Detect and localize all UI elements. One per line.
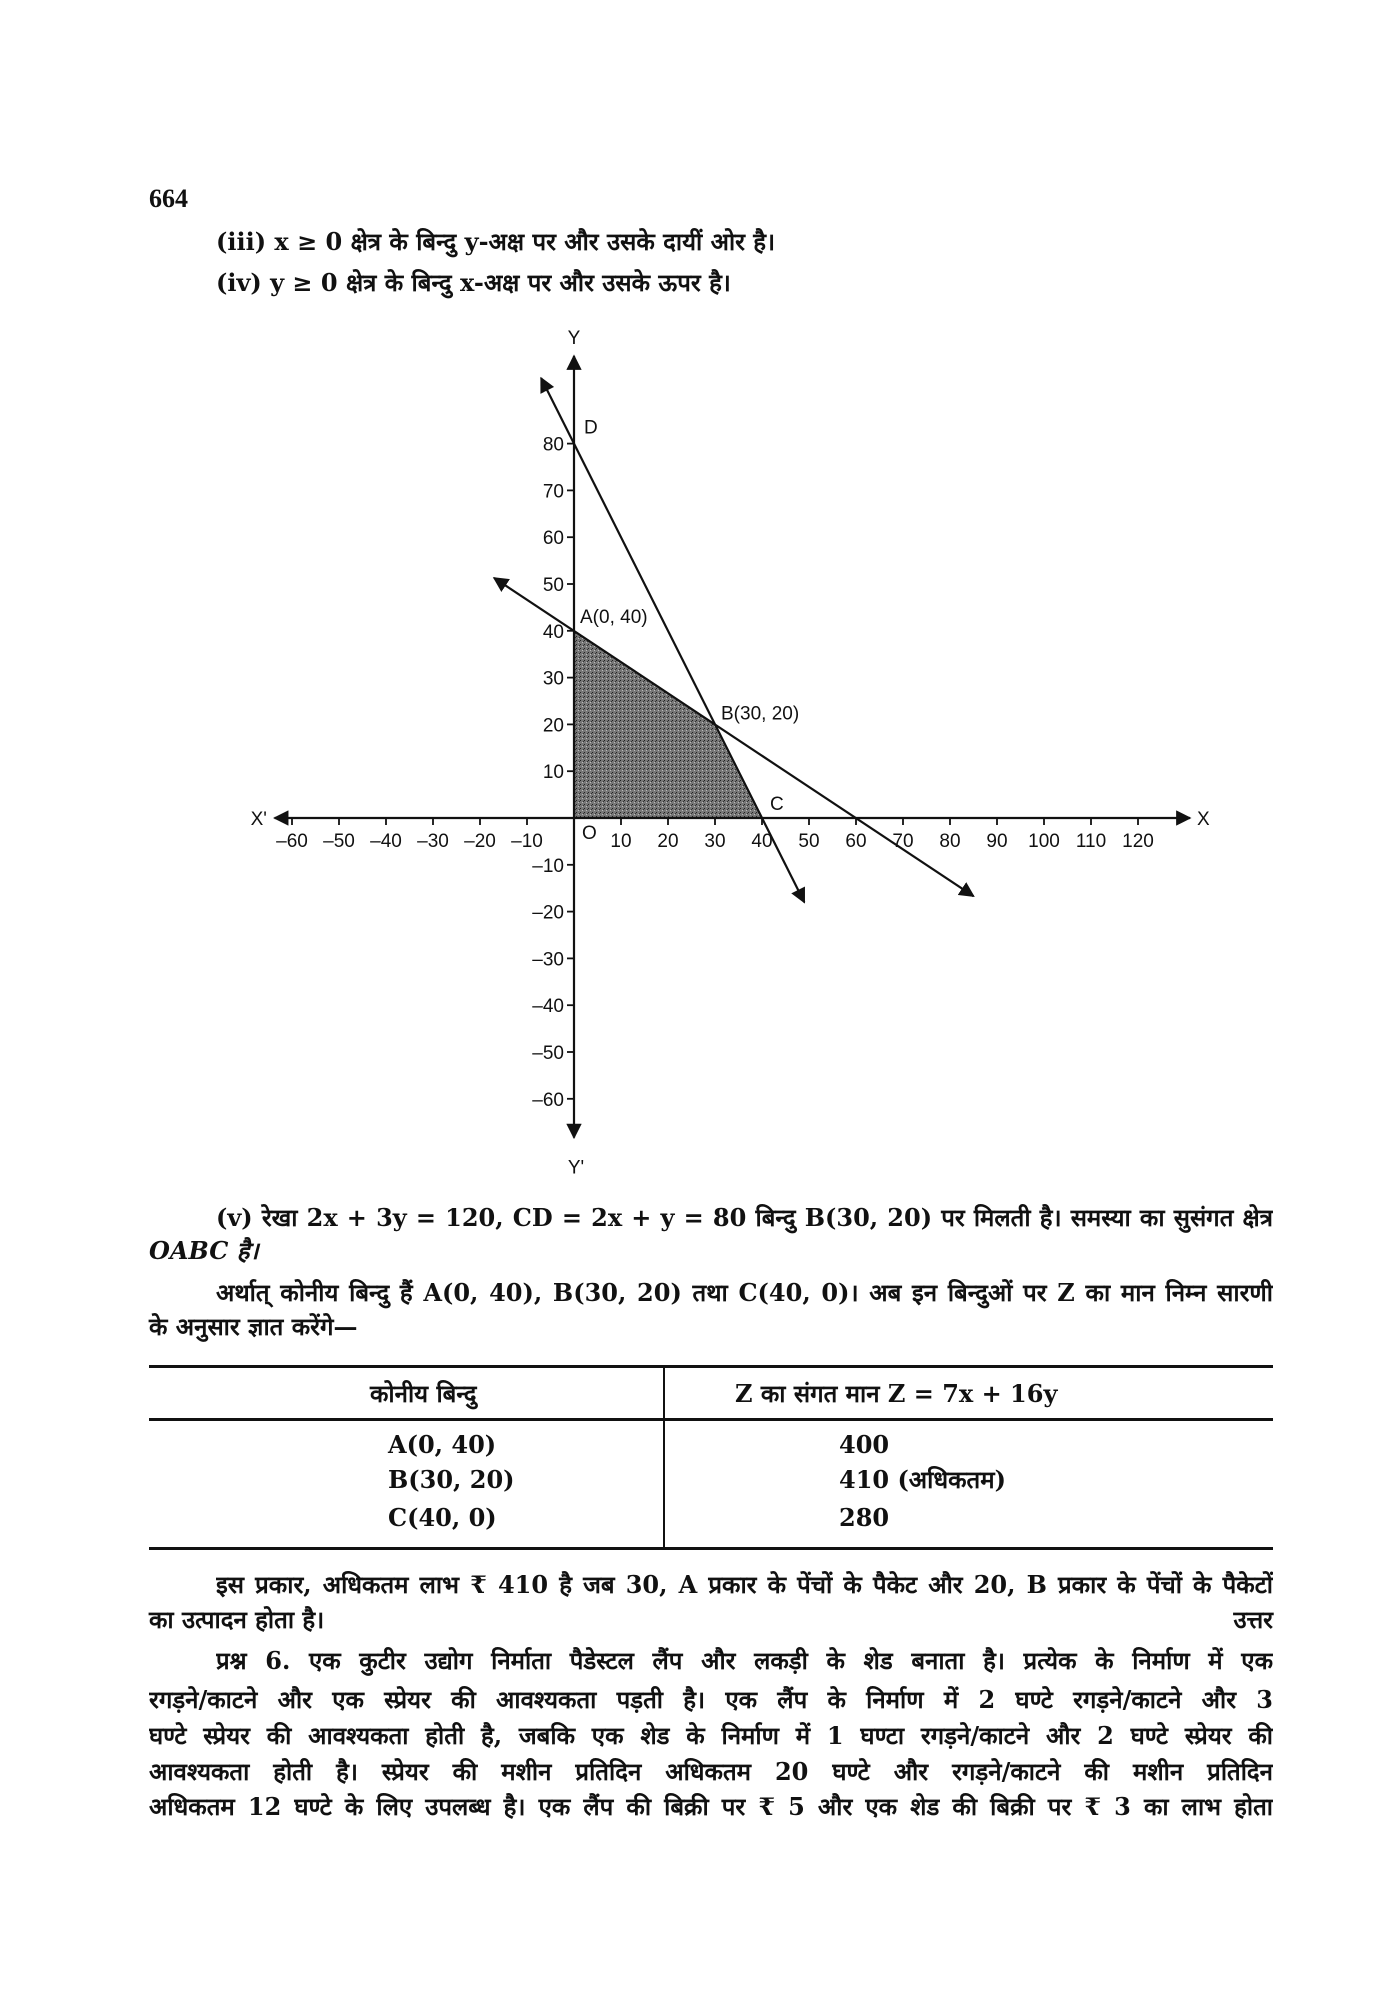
table-header-corner-point: कोनीय बिन्दु [370, 1379, 477, 1408]
answer-label: उत्तर [1233, 1605, 1273, 1634]
condition-iii: (iii) x ≥ 0 क्षेत्र के बिन्दु y-अक्ष पर और उसके दायीं ओर है। [216, 227, 776, 256]
x-tick-label: –50 [323, 831, 355, 852]
table-top-rule [149, 1365, 1273, 1368]
x-neg-axis-label: X' [250, 809, 267, 830]
table-header-rule [149, 1418, 1273, 1421]
y-tick-label: 60 [542, 528, 564, 550]
x-tick-label: 10 [610, 831, 632, 852]
condition-iv: (iv) y ≥ 0 क्षेत्र के बिन्दु x-अक्ष पर और उसके ऊपर है। [216, 268, 731, 297]
y-neg-axis-label: Y' [567, 1157, 585, 1179]
x-tick-label: 50 [798, 831, 820, 852]
y-tick-label: 50 [542, 575, 564, 596]
x-tick-label: 70 [892, 831, 914, 852]
question-6-line: प्रश्न 6. एक कुटीर उद्योग निर्माता पैडेस्टल लैंप और लकड़ी के शेड बनाता है। प्रत्येक के निर्माण में एक [216, 1646, 1273, 1675]
x-tick-label: 80 [939, 831, 961, 852]
point-label: B(30, 20) [721, 703, 800, 725]
paragraph-v-line-1: (v) रेखा 2x + 3y = 120, CD = 2x + y = 80 बिन्दु B(30, 20) पर मिलती है। समस्या का सुसंगत क्षेत्र [216, 1203, 1273, 1232]
table-header-z-value: Z का संगत मान Z = 7x + 16y [735, 1379, 1058, 1408]
y-tick-label: 20 [542, 715, 564, 737]
x-tick-label: 120 [1122, 831, 1154, 852]
y-tick-label: 10 [542, 762, 564, 784]
x-tick-label: –20 [464, 831, 496, 852]
corner-points-line-1: अर्थात् कोनीय बिन्दु हैं A(0, 40), B(30, 20) तथा C(40, 0)। अब इन बिन्दुओं पर Z का मान निम्न सारणी [216, 1278, 1273, 1307]
result-line-1: इस प्रकार, अधिकतम लाभ ₹ 410 है जब 30, A प्रकार के पेंचों के पैकेट और 20, B प्रकार के पेंचों के पैकेटों [216, 1570, 1273, 1599]
y-tick-label: –30 [532, 949, 564, 971]
paragraph-v-line-2: OABC है। [149, 1236, 259, 1265]
point-label: D [584, 417, 598, 439]
table-row-value: 400 [839, 1430, 890, 1459]
x-tick-label: 30 [704, 831, 726, 852]
result-line-2: का उत्पादन होता है। [149, 1605, 325, 1634]
question-6-line: घण्टे स्प्रेयर की आवश्यकता होती है, जबकि एक शेड के निर्माण में 1 घण्टा रगड़ने/काटने और 2 घण्टे स्प्रेयर की [149, 1721, 1273, 1750]
y-tick-label: –20 [532, 902, 564, 924]
y-tick-label: –10 [532, 855, 564, 877]
x-tick-label: 90 [986, 831, 1008, 852]
table-row-point: A(0, 40) [388, 1430, 497, 1459]
table-row-point: C(40, 0) [388, 1503, 497, 1532]
x-tick-label: 100 [1028, 831, 1060, 852]
y-tick-label: –60 [532, 1089, 564, 1111]
question-6-line: अधिकतम 12 घण्टे के लिए उपलब्ध है। एक लैंप की बिक्री पर ₹ 5 और एक शेड की बिक्री पर ₹ 3 का लाभ होता [149, 1792, 1273, 1821]
y-tick-label: 30 [542, 668, 564, 690]
table-row-value: 280 [839, 1503, 890, 1532]
point-label: C [770, 794, 784, 815]
y-tick-label: –40 [532, 996, 564, 1018]
question-6-line: रगड़ने/काटने और एक स्प्रेयर की आवश्यकता पड़ती है। एक लैंप के निर्माण में 2 घण्टे रगड़ने/काटने और 3 [149, 1685, 1273, 1714]
page-number: 664 [149, 184, 188, 213]
x-tick-label: 60 [845, 831, 867, 852]
x-axis-label: X [1197, 809, 1210, 830]
y-axis-label: Y [567, 328, 581, 349]
x-tick-label: 40 [751, 831, 773, 852]
table-column-divider [663, 1366, 665, 1548]
origin-label: O [582, 823, 597, 844]
y-tick-label: –50 [532, 1043, 564, 1064]
question-6-line: आवश्यकता होती है। स्प्रेयर की मशीन प्रतिदिन अधिकतम 20 घण्टे और रगड़ने/काटने की मशीन प्रतिदिन [149, 1757, 1273, 1786]
point-label: A(0, 40) [580, 606, 648, 628]
x-tick-label: –10 [511, 831, 543, 852]
x-tick-label: 20 [657, 831, 679, 852]
y-tick-label: 40 [542, 621, 564, 643]
y-tick-label: 80 [542, 434, 564, 456]
table-row-point: B(30, 20) [388, 1465, 515, 1494]
x-tick-label: –40 [370, 831, 402, 852]
y-tick-label: 70 [542, 481, 564, 503]
corner-points-line-2: के अनुसार ज्ञात करेंगे— [149, 1312, 358, 1341]
table-row-value: 410 (अधिकतम) [839, 1465, 1006, 1494]
table-bottom-rule [149, 1547, 1273, 1550]
x-tick-label: –60 [276, 831, 308, 852]
x-tick-label: –30 [417, 831, 449, 852]
x-tick-label: 110 [1075, 831, 1107, 852]
